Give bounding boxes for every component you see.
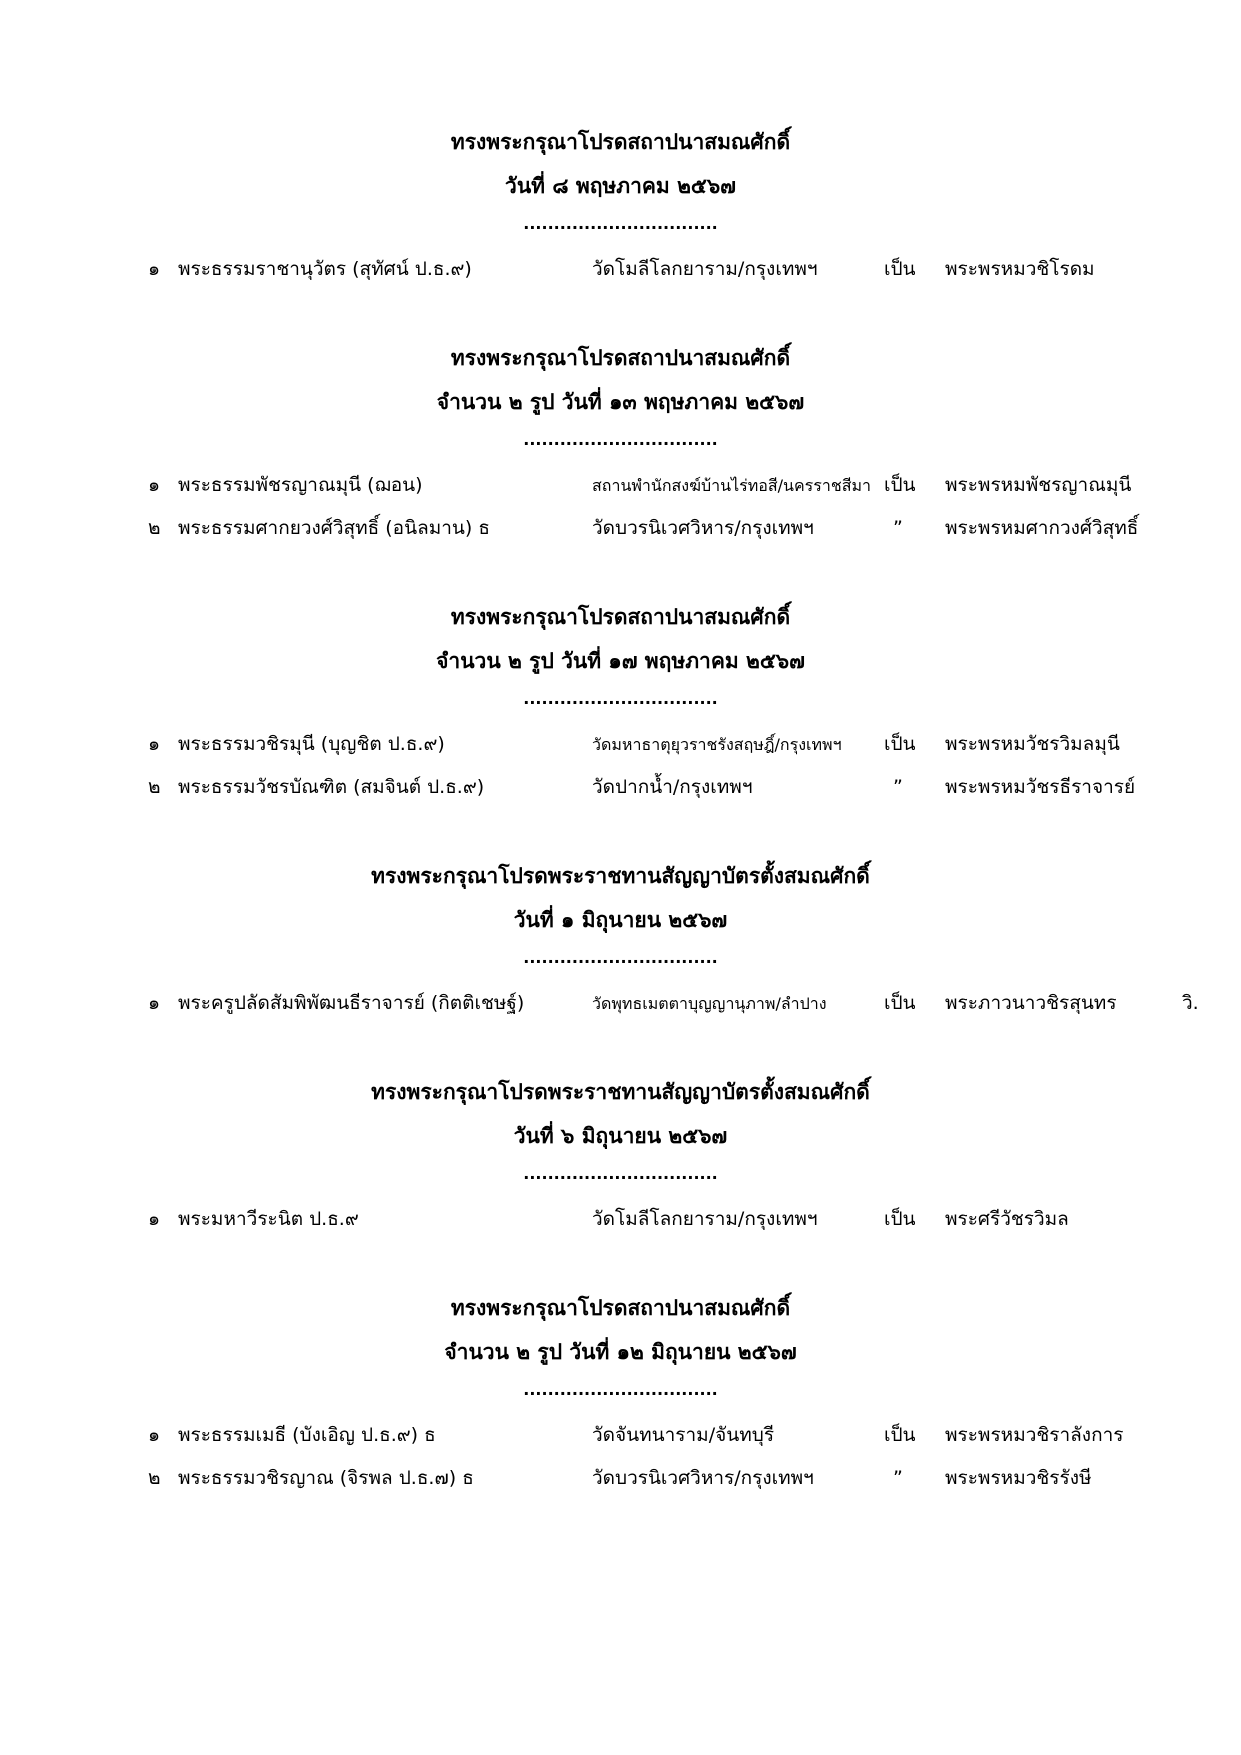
pen-label: เป็น bbox=[884, 474, 916, 496]
announcement-section-1 bbox=[0, 120, 1241, 291]
announcement-section-3 bbox=[0, 595, 1241, 809]
announcement-section-4 bbox=[0, 854, 1241, 1025]
list-item bbox=[0, 723, 1241, 766]
monk-name: พระธรรมวชิรญาณ (จิรพล ป.ธ.๗) ธ bbox=[178, 1467, 474, 1489]
new-title: พระพรหมวัชรวิมลมุนี bbox=[945, 733, 1120, 755]
dotted-separator: ................................ bbox=[523, 214, 718, 233]
item-number: ๑ bbox=[148, 1424, 161, 1446]
temple-name: วัดมหาธาตุยุวราชรังสฤษฎิ์/กรุงเทพฯ bbox=[592, 735, 842, 754]
temple-name: วัดพุทธเมตตาบุญญานุภาพ/ลำปาง bbox=[592, 994, 827, 1013]
ditto-mark: ” bbox=[893, 517, 903, 539]
monk-name: พระธรรมศากยวงศ์วิสุทธิ์ (อนิลมาน) ธ bbox=[178, 517, 490, 539]
section-heading: ทรงพระกรุณาโปรดสถาปนาสมณศักดิ์ bbox=[450, 130, 791, 154]
dotted-separator: ................................ bbox=[523, 1380, 718, 1399]
item-number: ๑ bbox=[148, 258, 161, 280]
new-title: พระศรีวัชรวิมล bbox=[945, 1208, 1069, 1230]
pen-label: เป็น bbox=[884, 1424, 916, 1446]
section-heading: ทรงพระกรุณาโปรดสถาปนาสมณศักดิ์ bbox=[450, 605, 791, 629]
item-number: ๑ bbox=[148, 992, 161, 1014]
monk-name: พระธรรมราชานุวัตร (สุทัศน์ ป.ธ.๙) bbox=[178, 258, 472, 280]
list-item bbox=[0, 248, 1241, 291]
section-heading: ทรงพระกรุณาโปรดพระราชทานสัญญาบัตรตั้งสมณศักดิ์ bbox=[371, 864, 870, 888]
item-number: ๒ bbox=[148, 1467, 161, 1489]
item-number: ๑ bbox=[148, 1208, 161, 1230]
dotted-separator: ................................ bbox=[523, 948, 718, 967]
list-item bbox=[0, 1198, 1241, 1241]
dotted-separator: ................................ bbox=[523, 1164, 718, 1183]
list-item bbox=[0, 766, 1241, 809]
list-item bbox=[0, 464, 1241, 507]
temple-name: วัดปากน้ำ/กรุงเทพฯ bbox=[592, 776, 753, 798]
pen-label: เป็น bbox=[884, 1208, 916, 1230]
new-title: พระภาวนาวชิรสุนทร bbox=[945, 992, 1117, 1014]
pen-label: เป็น bbox=[884, 992, 916, 1014]
temple-name: วัดบวรนิเวศวิหาร/กรุงเทพฯ bbox=[592, 517, 814, 539]
temple-name: วัดจันทนาราม/จันทบุรี bbox=[592, 1424, 775, 1446]
section-heading: ทรงพระกรุณาโปรดสถาปนาสมณศักดิ์ bbox=[450, 1296, 791, 1320]
dotted-separator: ................................ bbox=[523, 689, 718, 708]
temple-name: วัดบวรนิเวศวิหาร/กรุงเทพฯ bbox=[592, 1467, 814, 1489]
ditto-mark: ” bbox=[893, 1467, 903, 1489]
monk-name: พระครูปลัดสัมพิพัฒนธีราจารย์ (กิตติเชษฐ์) bbox=[178, 992, 525, 1014]
ditto-mark: ” bbox=[893, 776, 903, 798]
section-heading: ทรงพระกรุณาโปรดพระราชทานสัญญาบัตรตั้งสมณศักดิ์ bbox=[371, 1080, 870, 1104]
item-number: ๒ bbox=[148, 517, 161, 539]
list-item bbox=[0, 982, 1241, 1025]
monk-name: พระธรรมวัชรบัณฑิต (สมจินต์ ป.ธ.๙) bbox=[178, 776, 485, 798]
dotted-separator: ................................ bbox=[523, 430, 718, 449]
section-date: วันที่ ๖ มิถุนายน ๒๕๖๗ bbox=[513, 1124, 728, 1148]
item-number: ๑ bbox=[148, 474, 161, 496]
monk-name: พระธรรมวชิรมุนี (บุญชิต ป.ธ.๙) bbox=[178, 733, 445, 755]
section-date: จำนวน ๒ รูป วันที่ ๑๗ พฤษภาคม ๒๕๖๗ bbox=[436, 649, 805, 673]
temple-name: วัดโมลีโลกยาราม/กรุงเทพฯ bbox=[592, 1208, 818, 1230]
announcement-section-5 bbox=[0, 1070, 1241, 1241]
new-title: พระพรหมวชิโรดม bbox=[945, 258, 1095, 280]
temple-name: วัดโมลีโลกยาราม/กรุงเทพฯ bbox=[592, 258, 818, 280]
new-title: พระพรหมวชิรรังษี bbox=[945, 1467, 1092, 1489]
announcement-section-2 bbox=[0, 336, 1241, 550]
new-title: พระพรหมศากวงศ์วิสุทธิ์ bbox=[945, 517, 1139, 539]
section-date: จำนวน ๒ รูป วันที่ ๑๒ มิถุนายน ๒๕๖๗ bbox=[444, 1340, 797, 1364]
section-date: จำนวน ๒ รูป วันที่ ๑๓ พฤษภาคม ๒๕๖๗ bbox=[436, 390, 805, 414]
announcement-section-6 bbox=[0, 1286, 1241, 1500]
extra-suffix: วิ. bbox=[1182, 992, 1199, 1014]
list-item bbox=[0, 1414, 1241, 1457]
list-item bbox=[0, 507, 1241, 550]
monk-name: พระธรรมพัชรญาณมุนี (ฌอน) bbox=[178, 474, 423, 496]
new-title: พระพรหมพัชรญาณมุนี bbox=[945, 474, 1132, 496]
section-heading: ทรงพระกรุณาโปรดสถาปนาสมณศักดิ์ bbox=[450, 346, 791, 370]
monk-name: พระธรรมเมธี (บังเอิญ ป.ธ.๙) ธ bbox=[178, 1424, 436, 1446]
pen-label: เป็น bbox=[884, 733, 916, 755]
list-item bbox=[0, 1457, 1241, 1500]
item-number: ๑ bbox=[148, 733, 161, 755]
temple-name: สถานพำนักสงฆ์บ้านไร่ทอสี/นครราชสีมา bbox=[592, 476, 871, 495]
section-date: วันที่ ๑ มิถุนายน ๒๕๖๗ bbox=[513, 908, 728, 932]
item-number: ๒ bbox=[148, 776, 161, 798]
new-title: พระพรหมวัชรธีราจารย์ bbox=[945, 776, 1136, 798]
monk-name: พระมหาวีระนิต ป.ธ.๙ bbox=[178, 1208, 359, 1230]
pen-label: เป็น bbox=[884, 258, 916, 280]
new-title: พระพรหมวชิราลังการ bbox=[945, 1424, 1124, 1446]
section-date: วันที่ ๘ พฤษภาคม ๒๕๖๗ bbox=[505, 174, 736, 198]
